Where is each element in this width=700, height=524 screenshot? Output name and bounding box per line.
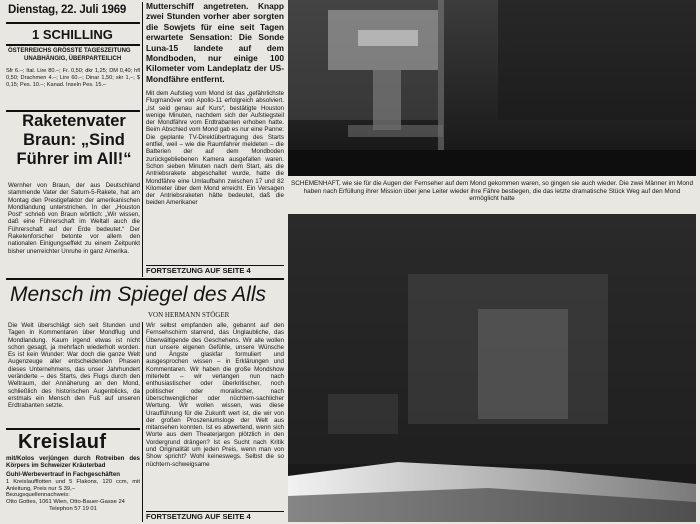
ad-line-1: mit/Kolos verjüngen durch Rotreiben des Körpers im Schweizer Kräuterbad	[6, 455, 140, 470]
feature-headline: Mensch im Spiegel des Alls	[10, 283, 266, 306]
feature-column-rule	[142, 322, 143, 522]
masthead-rule	[6, 22, 140, 24]
photo-top-caption: SCHEMENHAFT, wie sie für die Augen der Fernseher auf dem Mond gekommen waren, so gingen sie auch wieder. Die zwei Männer im Mond haben nach Erfüllung ihrer Mission über jene Leiter wieder ihre Fähre bestiegen, die das letzte dramatische Stück Weg auf den Mond ermöglicht hatte	[290, 180, 694, 203]
feature-byline: VON HERMANN STÖGER	[148, 311, 230, 319]
masthead-price: 1 SCHILLING	[32, 27, 113, 42]
ad-line-6: Telephon 57 19 01	[49, 505, 97, 512]
top-story-body: Mit dem Aufstieg vom Mond ist das „gefährlichste Flugmanöver von Apollo-11 erfolgreich absolviert. „Ist seid genau auf Kurs“, bestätigte Houston wenige Minuten, nachdem sich der Aufstiegsteil der Mondfähre vom Erdtrabanten erhoben hatte. Beim Abschied vom Mond gab es nur eine Panne: Die geplante TV-Direktübertragung des Starts entfiel, weil – wie die Raumfahrer meldeten – die Batterien der auf dem Mondboden zurückgebliebenen Kamera ausgefallen waren. Schon sieben Minuten nach dem Start, als die Antriebsrakete abgeschaltet wurde, hatte die Mondfähre eine Umlaufbahn zwischen 17 und 82 Kilometer über dem Mond erreicht. Ein Versagen der Antriebsraketen hätte bedeutet, daß die beiden Amerikaner	[146, 90, 284, 207]
column-rule	[142, 2, 143, 277]
kreislauf-ad	[6, 428, 140, 524]
masthead-date: Dienstag, 22. Juli 1969	[8, 4, 127, 16]
paper-line-1: ÖSTERREICHS GRÖSSTE TAGESZEITUNG	[8, 48, 131, 54]
feature-rule-top	[6, 278, 284, 280]
braun-headline: Raketenvater Braun: „Sind Führer im All!“	[16, 112, 132, 168]
paper-line-2: UNABHÄNGIG, ÜBERPARTEILICH	[24, 56, 122, 62]
ad-line-5: Otto Gottes, 1061 Wien, Otto-Bauer-Gasse 24	[6, 499, 125, 506]
ad-line-4: Bezugsquellennachweis:	[6, 492, 70, 499]
moon-photo-top	[288, 0, 696, 176]
ad-line-3: 1 Kreislaufflotten und 5 Flakons, 120 ccm, mit Anleitung, Preis nur S 39,–	[6, 478, 140, 492]
feature-continued: FORTSETZUNG AUF SEITE 4	[146, 512, 251, 521]
top-story-continued: FORTSETZUNG AUF SEITE 4	[146, 266, 251, 275]
braun-body: Wernher von Braun, der aus Deutschland stammende Vater der Saturn-5-Rakete, hat am Montag den Prestigefaktor der amerikanischen Mondlandung unterstrichen. In der „Houston Post“ schrieb von Braun wörtlich: „Wir wissen, daß eine Führerschaft im Weltall auch die Führerschaft auf der Erde bedeutet.“ Der Raketenforscher betonte vor allem den nationalen Einigungseffekt zu einem Zeitpunkt bisher unerreichter Unruhe in ganz Amerika.	[8, 182, 140, 255]
feature-col-1: Die Welt überschlägt sich seit Stunden und Tagen in Kommentaren über Mondflug und Mondlandung. Kaum irgend etwas ist nicht schon gesagt, ja mehrfach wiederholt worden. Es ist kein Wunder: War doch die ganze Welt Augenzeuge aller entscheidenden Phasen dieses Unternehmens, das unser Jahrhundert veränderte – des Starts, des Flugs durch den Weltraum, der Annäherung an den Mond, schließlich des historischen Augenblicks, da erstmals ein Mensch den Fuß auf unseren Erdtrabanten setzte.	[8, 322, 140, 410]
moon-photo-bottom	[288, 214, 696, 522]
top-story-continuation: Mutterschiff angetreten. Knapp zwei Stunden vorher aber sorgten die Sowjets für eine seit Tagen erwartete Sensation: Die Sonde Luna-15 landete auf dem Mondboden, nur einige 100 Kilometer vom Landeplatz der US-Mondfähre entfernt.	[146, 1, 284, 84]
ad-line-2: Guhl-Werbevertrauf in Fachgeschäften	[6, 471, 121, 479]
feature-col-2: Wir selbst empfanden alle, gebannt auf den Fernsehschirm starrend, das Unglaubliche, das Überwältigende des Geschehens. Wir alle wollen nun unsere eigenen Gefühle, unsere Wünsche und Ängste glaskfar formuliert und ausgesprochen wissen – in Erklärungen und Kommentaren. Wir haben die große Mondshow miterlebt – wir verlangen nun nach enthusiastischer oder überkritischer, noch politischer oder moralischer, nach überschwenglicher oder nüchtern-sachlicher Wertung. Wir wollen wissen, was diese Uraufführung für die Zukunft wert ist, die wir von der großen Proszeniumsloge der Welt aus mitansehen konnten. Ist es abwertend, wenn sich Worte aus dem Theaterjargon plötzlich in den Vordergrund drängen? Ist es Sucht nach Kritik und Originalität um jeden Preis, wenn man von Show spricht? Wohl keineswegs. Selbst die so nüchtern-schweigsame	[146, 322, 284, 468]
masthead-rule-2	[6, 44, 140, 46]
price-box: Sfr 6.–; Ital. Lire 80.–; Fr. 0,50; dkr 1,25; DM 0,40; hfl 0,50; Drachmen 4.–; Lire 60.–; Dinar 1,50; skr 1,–; $ 0,15; Pes. 10.–; Kanad. Inseln Pes. 15.–	[6, 68, 140, 88]
ad-title: Kreislauf	[18, 431, 107, 453]
